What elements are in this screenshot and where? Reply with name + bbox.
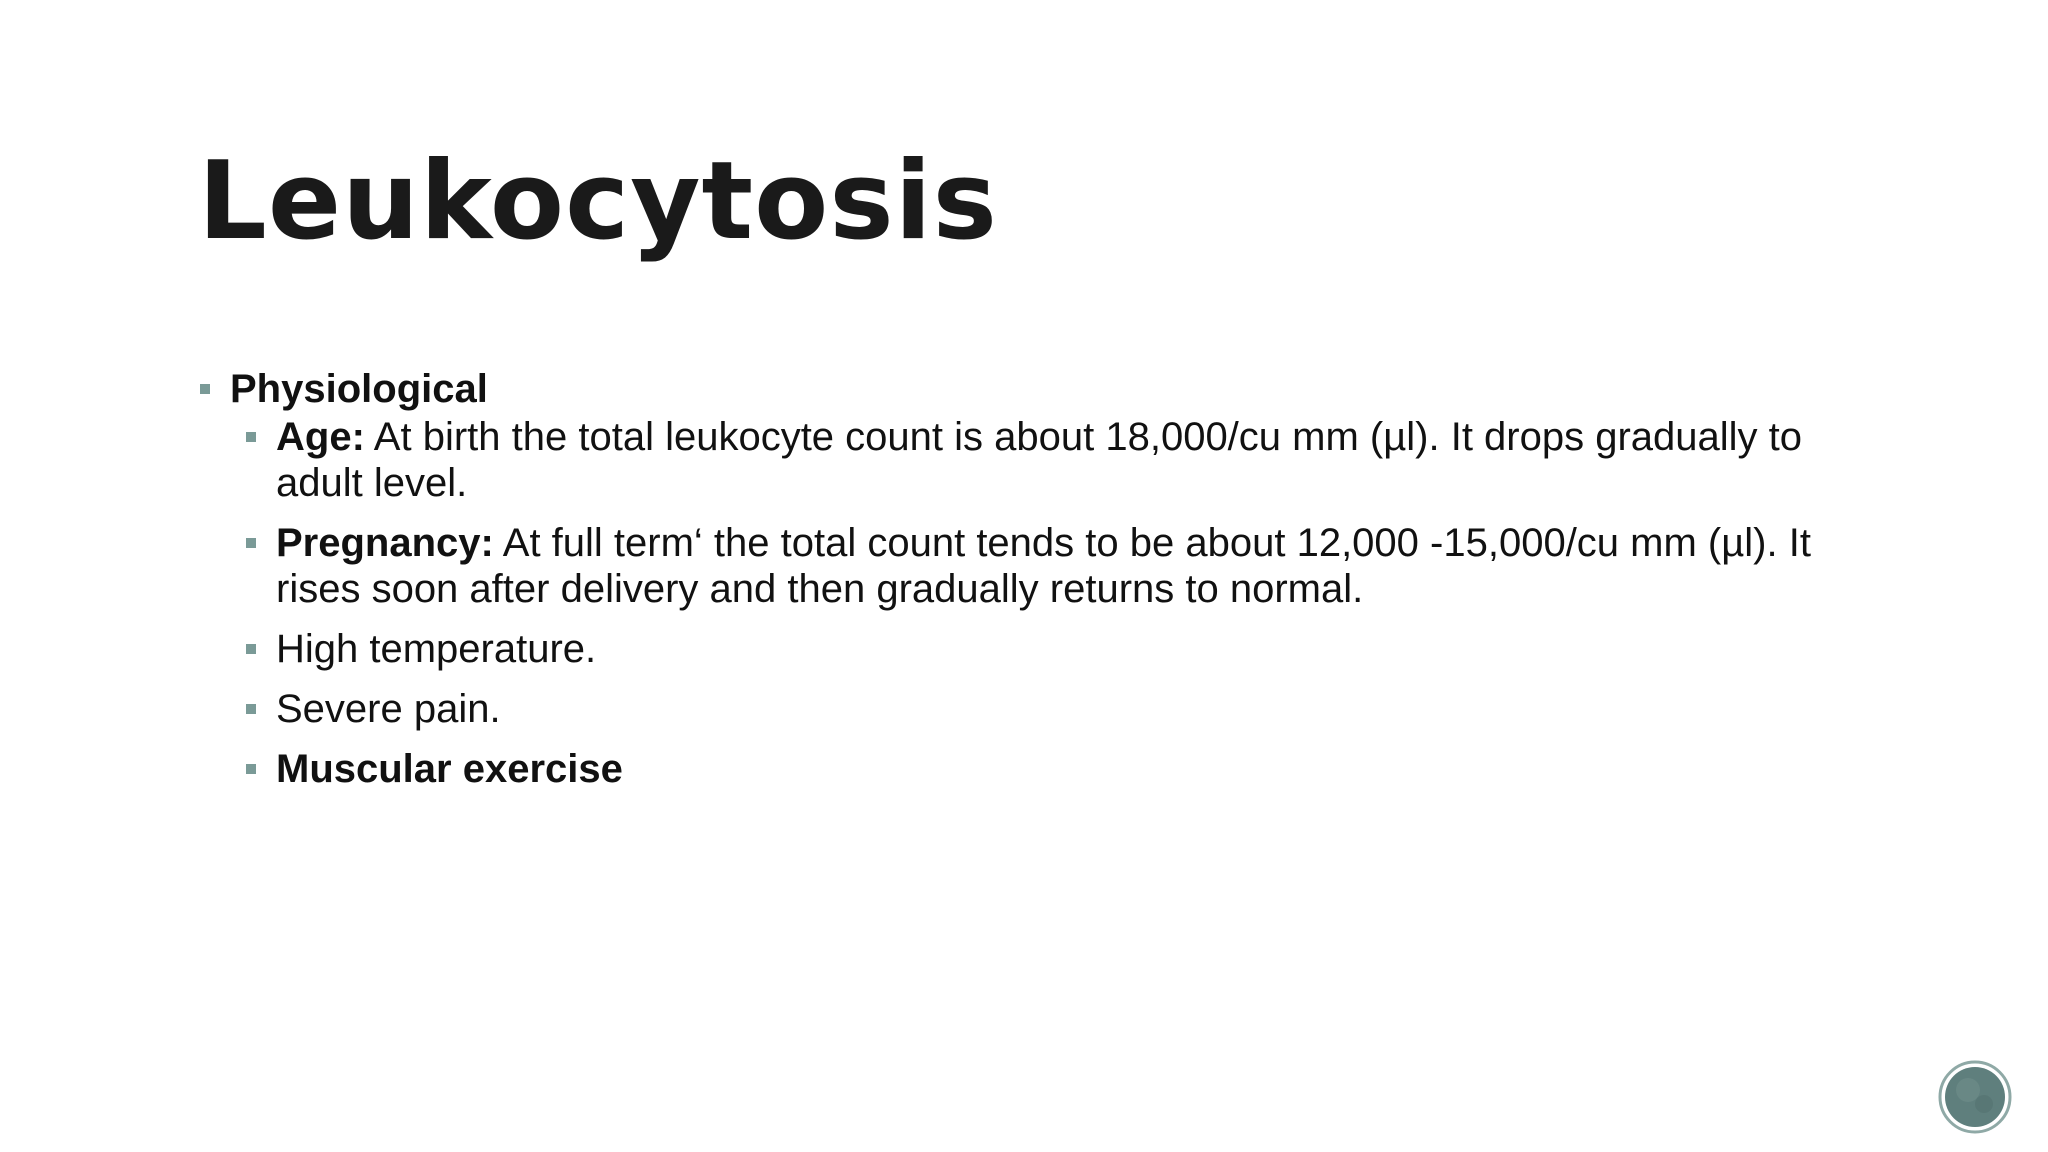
bullet-heading: Physiological xyxy=(230,367,488,411)
sub-bullet-text: High temperature. xyxy=(276,627,597,671)
sub-bullet-exercise xyxy=(244,746,1898,792)
circle-badge-icon xyxy=(1938,1060,2012,1134)
square-bullet-icon xyxy=(246,432,256,442)
sub-bullet-age xyxy=(244,414,1898,506)
square-bullet-icon xyxy=(246,764,256,774)
square-bullet-icon xyxy=(246,644,256,654)
sub-bullet-temperature xyxy=(244,626,1898,672)
sub-bullet-lead: Pregnancy: xyxy=(276,521,494,565)
square-bullet-icon xyxy=(246,704,256,714)
square-bullet-icon xyxy=(200,384,210,394)
slide-content xyxy=(198,366,1898,806)
square-bullet-icon xyxy=(246,538,256,548)
sub-bullet-lead: Age: xyxy=(276,415,365,459)
sub-bullet-list xyxy=(198,414,1898,792)
sub-bullet-text: At birth the total leukocyte count is about 18,000/cu mm (µl). It drops gradually to adult level. xyxy=(276,415,1803,505)
sub-bullet-text: Severe pain. xyxy=(276,687,501,731)
sub-bullet-text: At full term‘ the total count tends to be about 12,000 -15,000/cu mm (µl). It rises soon after delivery and then gradually returns to normal. xyxy=(276,521,1811,611)
sub-bullet-pregnancy xyxy=(244,520,1898,612)
sub-bullet-pain xyxy=(244,686,1898,732)
slide-title: Leukocytosis xyxy=(198,139,998,264)
bullet-physiological xyxy=(198,366,1898,412)
sub-bullet-lead: Muscular exercise xyxy=(276,747,623,791)
